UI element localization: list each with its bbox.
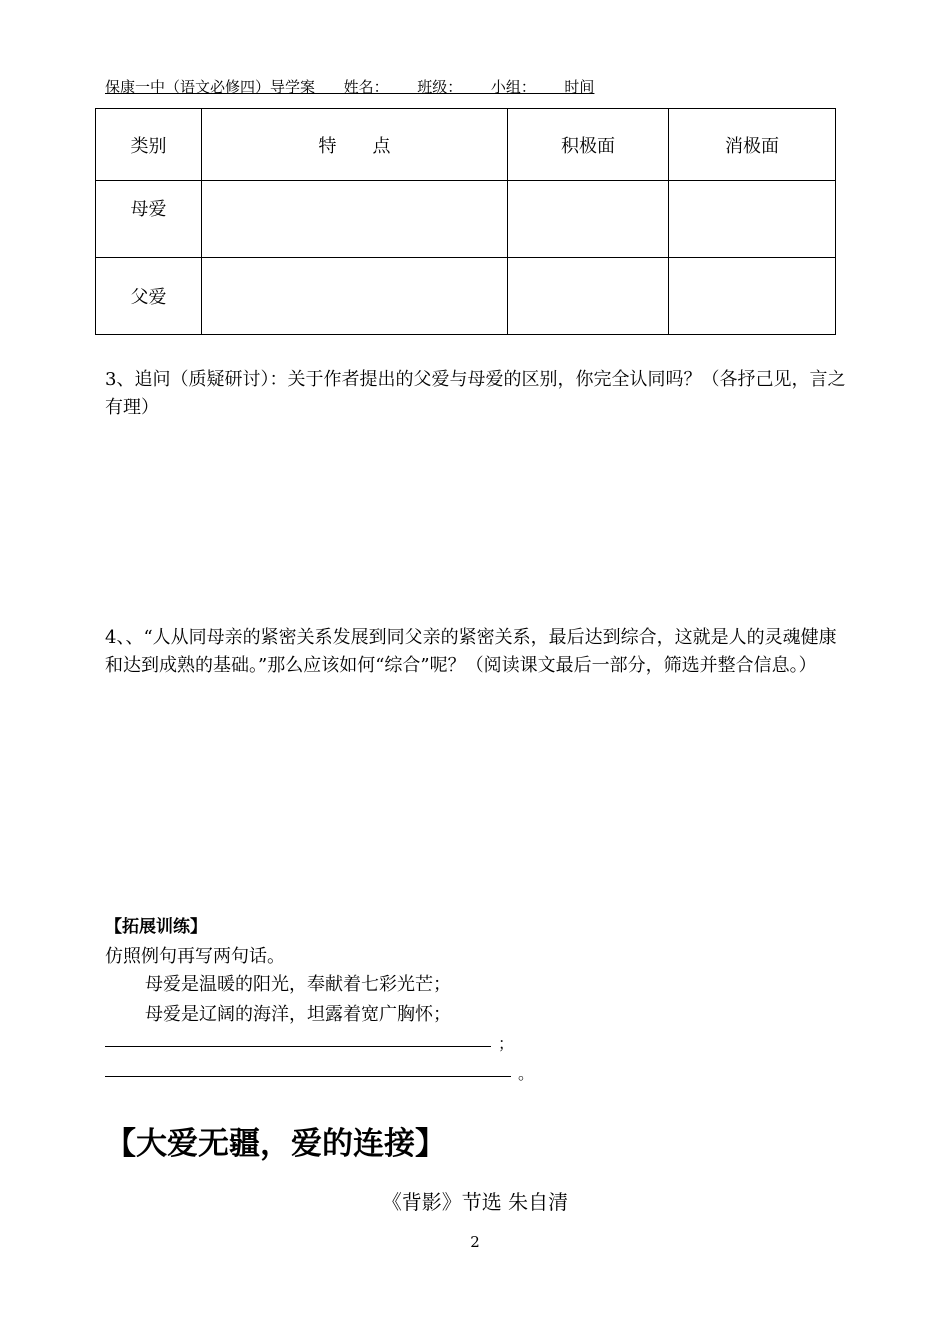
table-cell[interactable]	[202, 181, 508, 258]
question-3: 3、追问（质疑研讨）：关于作者提出的父爱与母爱的区别，你完全认同吗？（各抒己见，言之有理）	[105, 369, 846, 418]
comparison-table	[95, 108, 836, 335]
table-header-cell: 积极面	[508, 109, 669, 181]
table-cell[interactable]	[508, 181, 669, 258]
example-sentence-2: 母爱是辽阔的海洋，坦露着宽广胸怀；	[145, 1004, 451, 1025]
question-4: 4、、“人从同母亲的紧密关系发展到同父亲的紧密关系，最后达到综合，这就是人的灵魂健康和达到成熟的基础。”那么应该如何“综合”呢？（阅读课文最后一部分，筛选并整合信息。）	[105, 627, 837, 676]
table-header-cell: 类别	[96, 109, 202, 181]
extension-instruction: 仿照例句再写两句话。	[105, 946, 285, 967]
blank-2-punctuation: 。	[518, 1064, 535, 1083]
table-row	[96, 258, 836, 335]
table-cell[interactable]	[508, 258, 669, 335]
table-header-cell: 消极面	[669, 109, 836, 181]
section-title: 【大爱无疆，爱的连接】	[105, 1126, 446, 1162]
section-subtitle: 《背影》节选 朱自清	[381, 1190, 569, 1214]
table-row-label: 母爱	[96, 181, 202, 258]
table-row-label: 父爱	[96, 258, 202, 335]
example-sentence-1: 母爱是温暖的阳光，奉献着七彩光芒；	[145, 974, 451, 995]
blank-1-punctuation: ；	[498, 1034, 515, 1053]
extension-title: 【拓展训练】	[105, 917, 207, 937]
answer-blank-1[interactable]	[105, 1046, 491, 1047]
table-cell[interactable]	[669, 258, 836, 335]
table-header-row	[96, 109, 836, 181]
table-row	[96, 181, 836, 258]
page-number: 2	[470, 1233, 480, 1251]
table-cell[interactable]	[202, 258, 508, 335]
table-cell[interactable]	[669, 181, 836, 258]
table-header-cell: 特 点	[202, 109, 508, 181]
page-header: 保康一中（语文必修四）导学案 姓名： 班级： 小组： 时间	[105, 78, 595, 96]
answer-blank-2[interactable]	[105, 1076, 511, 1077]
